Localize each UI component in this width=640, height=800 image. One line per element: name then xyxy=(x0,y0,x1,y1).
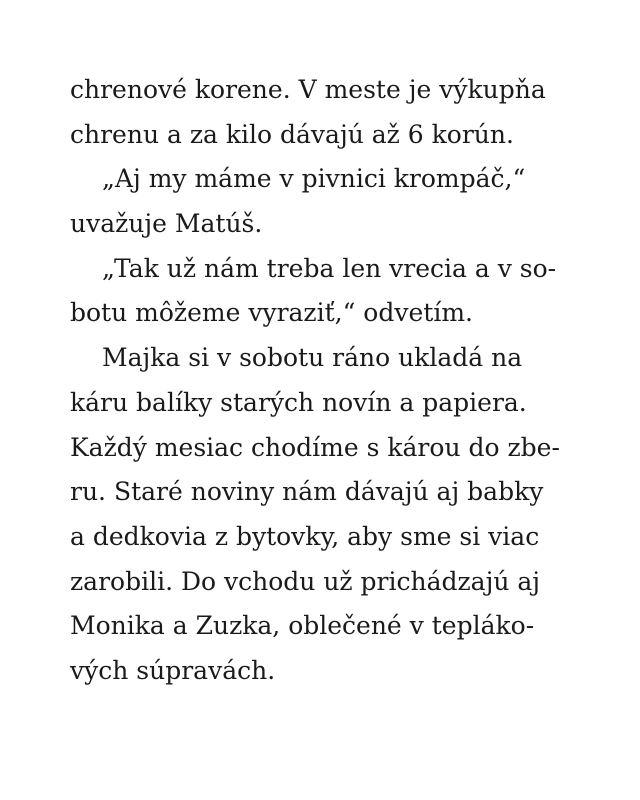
text-line: ru. Staré noviny nám dávajú aj babky xyxy=(70,477,544,507)
text-line: vých súpravách. xyxy=(70,655,276,685)
text-line: chrenu a za kilo dávajú až 6 korún. xyxy=(70,119,514,149)
text-line: chrenové korene. V meste je výkupňa xyxy=(70,75,546,104)
text-line: botu môžeme vyraziť,“ odvetím. xyxy=(70,298,473,328)
text-line: zarobili. Do vchodu už prichádzajú aj xyxy=(70,566,541,596)
text-line: „Aj my máme v pivnici krompáč,“ xyxy=(102,164,526,194)
text-line: Majka si v sobotu ráno ukladá na xyxy=(102,343,523,373)
body-text xyxy=(70,68,580,694)
text-line: káru balíky starých novín a papiera. xyxy=(70,387,527,417)
text-line: Monika a Zuzka, oblečené v tepláko- xyxy=(70,611,535,641)
text-line: „Tak už nám treba len vrecia a v so- xyxy=(102,253,557,283)
text-line: uvažuje Matúš. xyxy=(70,209,263,239)
text-line: Každý mesiac chodíme s károu do zbe- xyxy=(70,432,560,462)
text-line: a dedkovia z bytovky, aby sme si viac xyxy=(70,521,540,551)
